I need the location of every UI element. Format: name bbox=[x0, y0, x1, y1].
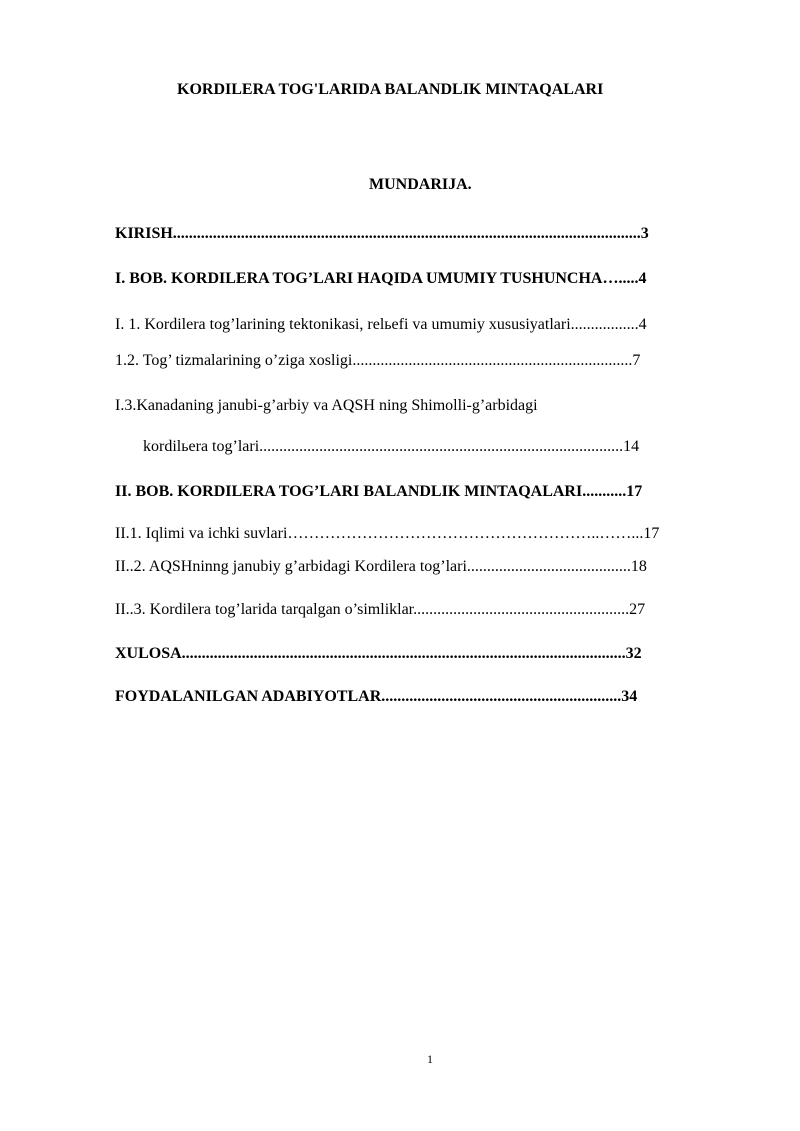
toc-entry-section-2-3: II..3. Kordilera tog’larida tarqalgan o’simliklar......................................................27 bbox=[115, 601, 646, 618]
toc-entry-section-2-2: II..2. AQSHninng janubiy g’arbidagi Kordilera tog’lari.........................................18 bbox=[115, 558, 647, 575]
page-number: 1 bbox=[427, 1052, 433, 1066]
toc-entry-section-1-2: 1.2. Tog’ tizmalarining o’ziga xosligi......................................................................7 bbox=[115, 352, 641, 369]
toc-entry-references: FOYDALANILGAN ADABIYOTLAR............................................................34 bbox=[115, 688, 638, 705]
toc-entry-chapter-2: II. BOB. KORDILERA TOG’LARI BALANDLIK MINTAQALARI...........17 bbox=[115, 483, 643, 500]
contents-heading: MUNDARIJA. bbox=[369, 176, 472, 193]
toc-entry-intro: KIRISH.....................................................................................................................3 bbox=[115, 225, 649, 242]
toc-entry-section-1-3-cont: kordilьera tog’lari...........................................................................................14 bbox=[143, 438, 640, 455]
toc-entry-conclusion: XULOSA...............................................................................................................32 bbox=[115, 645, 642, 662]
toc-entry-section-1-3: I.3.Kanadaning janubi-g’arbiy va AQSH ning Shimolli-g’arbidagi bbox=[115, 397, 538, 414]
toc-entry-section-1-1: I. 1. Kordilera tog’larining tektonikasi, relьefi va umumiy xususiyatlari.................4 bbox=[115, 316, 647, 333]
toc-entry-chapter-1: I. BOB. KORDILERA TOG’LARI HAQIDA UMUMIY TUSHUNCHA….....4 bbox=[115, 270, 647, 287]
document-title: KORDILERA TOG'LARIDA BALANDLIK MINTAQALARI bbox=[177, 81, 604, 98]
toc-entry-section-2-1: II.1. Iqlimi va ichki suvlari…………………………………………………..……...17 bbox=[115, 525, 660, 542]
